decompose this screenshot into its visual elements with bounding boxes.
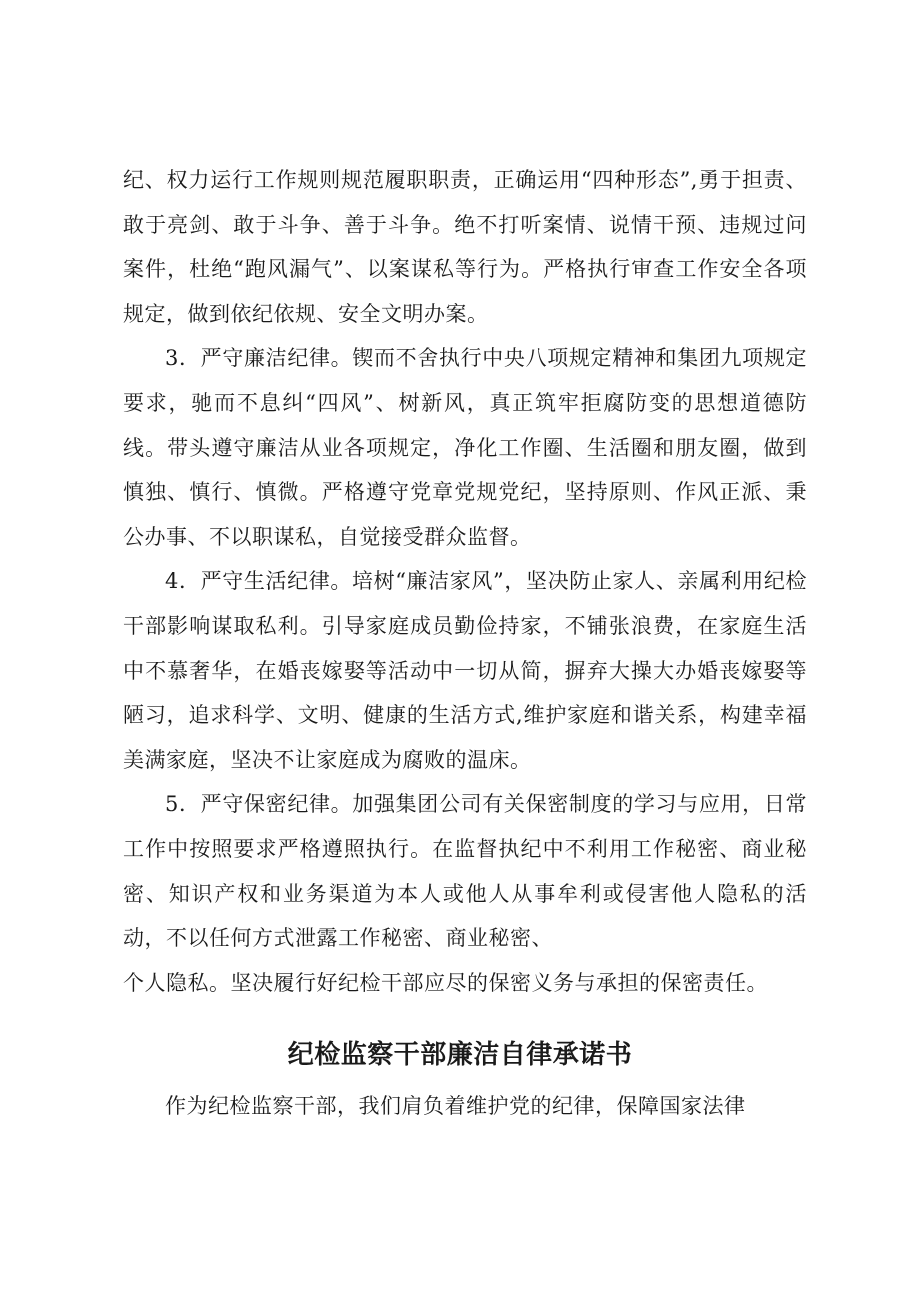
paragraph-life-discipline: 4．严守生活纪律。培树“廉洁家风”，坚决防止家人、亲属利用纪检干部影响谋取私利。引导家庭成员勤俭持家，不铺张浪费，在家庭生活中不慕奢华，在婚丧嫁娶等活动中一切从简，摒弃大操大办婚丧嫁娶等陋习，追求科学、文明、健康的生活方式,维护家庭和谐关系，构建幸福美满家庭，坚决不让家庭成为腐败的温床。 bbox=[123, 569, 807, 772]
document-body bbox=[123, 158, 807, 1005]
paragraph-continuation: 纪、权力运行工作规则规范履职职责，正确运用“四种形态”,勇于担责、敢于亮剑、敢于斗争、善于斗争。绝不打听案情、说情干预、违规过问案件，杜绝“跑风漏气”、以案谋私等行为。严格执行审查工作安全各项规定，做到依纪依规、安全文明办案。 bbox=[123, 168, 807, 326]
intro-paragraph: 作为纪检监察干部，我们肩负着维护党的纪律，保障国家法律 bbox=[165, 1094, 746, 1118]
paragraph-confidentiality-discipline: 5．严守保密纪律。加强集团公司有关保密制度的学习与应用，日常工作中按照要求严格遵照执行。在监督执纪中不利用工作秘密、商业秘密、知识产权和业务渠道为本人或他人从事牟利或侵害他人隐私的活动，不以任何方式泄露工作秘密、商业秘密、 bbox=[123, 792, 807, 951]
section-title: 纪检监察干部廉洁自律承诺书 bbox=[287, 1040, 633, 1070]
paragraph-confidentiality-continuation: 个人隐私。坚决履行好纪检干部应尽的保密义务与承担的保密责任。 bbox=[123, 970, 768, 995]
paragraph-integrity-discipline: 3．严守廉洁纪律。锲而不舍执行中央八项规定精神和集团九项规定要求，驰而不息纠“四风”、树新风，真正筑牢拒腐防变的思想道德防线。带头遵守廉洁从业各项规定，净化工作圈、生活圈和朋友圈，做到慎独、慎行、慎微。严格遵守党章党规党纪，坚持原则、作风正派、秉公办事、不以职谋私，自觉接受群众监督。 bbox=[123, 346, 807, 549]
